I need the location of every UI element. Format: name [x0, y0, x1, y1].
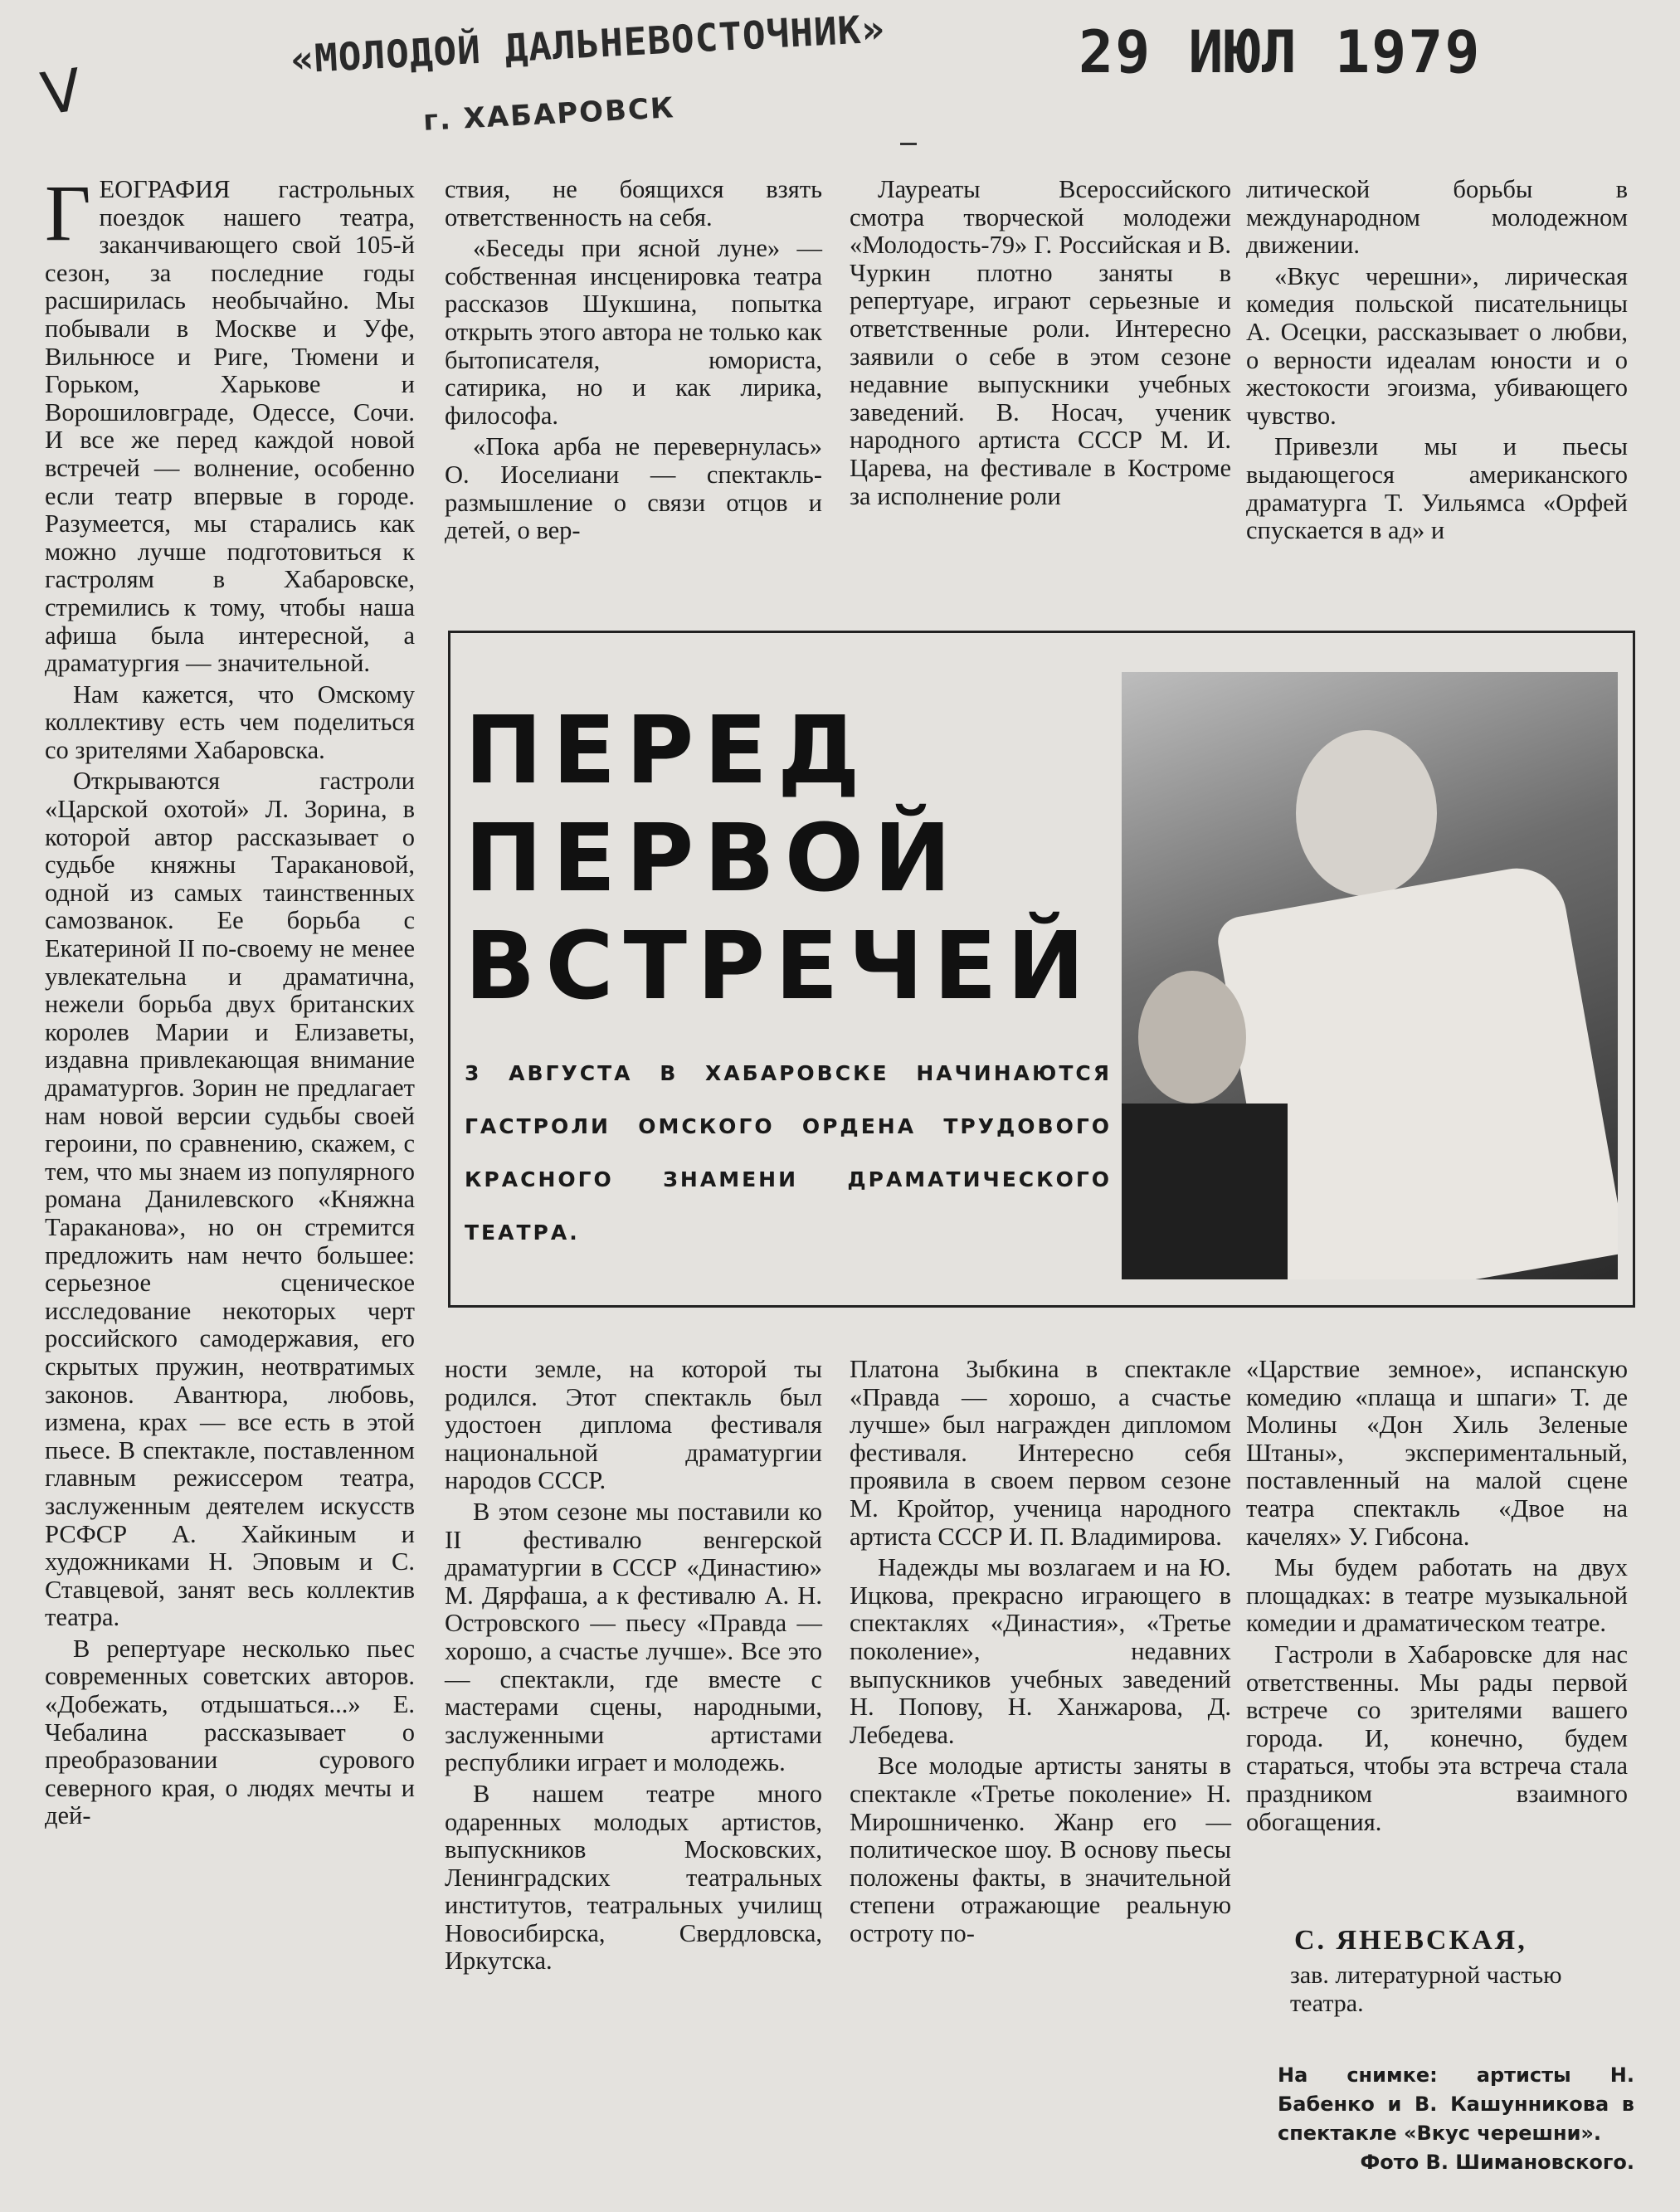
article-paragraph: Лауреаты Всероссийского смотра творческой молодежи «Молодость-79» Г. Российская и В. Чуркин плотно заняты в репертуаре, играют серьезные и ответственные роли. Интересно заявили о себе в этом сезоне недавние выпускники учебных заведений. В. Носач, ученик народного артиста СССР М. И. Царева, на фестивале в Костроме за исполнение роли [850, 175, 1231, 510]
drop-cap: Г [45, 168, 91, 257]
article-paragraph: литической борьбы в международном молодежном движении. [1246, 175, 1628, 260]
article-paragraph: «Вкус черешни», лирическая комедия польской писательницы А. Осецки, рассказывает о любви, о верности идеалам юности и о жестокости эгоизма, убивающего чувство. [1246, 261, 1628, 430]
article-paragraph: ствия, не боящихся взять ответственность на себя. [445, 175, 822, 231]
article-paragraph: В нашем театре много одаренных молодых артистов, выпускников Московских, Ленинградских театральных институтов, театральных училищ Новосибирска, Свердловска, Иркутска. [445, 1779, 822, 1976]
article-paragraph: Надежды мы возлагаем и на Ю. Ицкова, прекрасно играющего в спектаклях «Династия», «Третье поколение», недавних выпускников учебных заведений Н. Попову, Н. Ханжарова, Д. Лебедева. [850, 1553, 1231, 1749]
article-paragraph: В репертуаре несколько пьес современных советских авторов. «Добежать, отдышаться...» Е. Чебалина рассказывает о преобразовании сурового северного края, о людях мечты и дей- [45, 1634, 415, 1830]
article-column-2-top [445, 176, 822, 545]
article-paragraph: Открываются гастроли «Царской охотой» Л. Зорина, в которой автор рассказывает о судьбе княжны Таракановой, одной из самых таинственных самозванок. Ее борьба с Екатериной II по-своему не менее увлекательна и драматична, нежели борьба двух британских королев Марии и Елизаветы, издавна привлекающая внимание драматургов. Зорин не предлагает нам новой версии судьбы своей героини, по сравнению, скажем, с тем, что мы знаем из популярного романа Данилевского «Княжна Тараканова», но он стремится предложить нам нечто большее: серьезное сценическое исследование некоторых черт российского самодержавия, его скрытых пружин, неотвратимых законов. Авантюра, любовь, измена, крах — все есть в этой пьесе. В спектакле, поставленном главным режиссером театра, заслуженным деятелем искусств РСФСР А. Хайкиным и художниками Н. Эповым и С. Ставцевой, занят весь коллектив театра. [45, 767, 415, 1632]
headline-line: ПЕРЕД [465, 697, 870, 805]
author-position: зав. литературной частью театра. [1290, 1961, 1562, 2017]
article-column-3-bottom [850, 1356, 1231, 1947]
article-paragraph: Платона Зыбкина в спектакле «Правда — хорошо, а счастье лучше» был награжден дипломом фестиваля. Интересно себя проявила в своем первом сезоне М. Кройтор, ученица народного артиста СССР И. П. Владимирова. [850, 1355, 1231, 1551]
handwritten-check-mark: V [37, 56, 86, 129]
lede: 3 АВГУСТА В ХАБАРОВСКЕ НАЧИНАЮТСЯ ГАСТРОЛИ ОМСКОГО ОРДЕНА ТРУДОВОГО КРАСНОГО ЗНАМЕНИ ДРАМАТИЧЕСКОГО ТЕАТРА. [465, 1061, 1112, 1245]
author-signature: С. ЯНЕВСКАЯ, [1294, 1925, 1527, 1956]
actress-figure [1296, 730, 1437, 896]
article-column-3-top [850, 176, 1231, 510]
article-column-4-bottom [1246, 1356, 1628, 1836]
photo-caption [1278, 2061, 1634, 2177]
headline-line: ВСТРЕЧЕЙ [465, 913, 1095, 1021]
article-column-2-bottom [445, 1356, 822, 1976]
article-paragraph: Нам кажется, что Омскому коллективу есть чем поделиться со зрителями Хабаровска. [45, 680, 415, 764]
article-paragraph: «Пока арба не перевернулась» О. Иоселиани — спектакль-размышление о связи отцов и детей, о вер- [445, 432, 822, 545]
shadow-area [1122, 1104, 1288, 1279]
caption-text: На снимке: артисты Н. Бабенко и В. Кашунникова в спектакле «Вкус черешни». [1278, 2063, 1634, 2145]
photo-credit: Фото В. Шимановского. [1360, 2151, 1634, 2174]
date-stamp: 29 ИЮЛ 1979 [1079, 18, 1482, 86]
actor-figure [1138, 971, 1246, 1104]
stage-photo [1122, 672, 1618, 1279]
article-column-1 [45, 168, 415, 1830]
divider [900, 143, 917, 145]
city-stamp: г. ХАБАРОВСК [422, 91, 676, 138]
article-paragraph: «Беседы при ясной луне» — собственная инсценировка театра рассказов Шукшина, попытка открыть этого автора не только как бытописателя, юмориста, сатирика, но и как лирика, философа. [445, 234, 822, 430]
article-paragraph: Мы будем работать на двух площадках: в театре музыкальной комедии и драматическом театре. [1246, 1553, 1628, 1638]
article-paragraph: ности земле, на которой ты родился. Этот спектакль был удостоен диплома фестиваля национальной драматургии народов СССР. [445, 1355, 822, 1495]
masthead-stamp: «МОЛОДОЙ ДАЛЬНЕВОСТОЧНИК» [290, 6, 887, 82]
article-paragraph: Все молодые артисты заняты в спектакле «Третье поколение» Н. Мирошниченко. Жанр его — политическое шоу. В основу пьесы положены факты, в значительной степени отражающие реальную остроту по- [850, 1752, 1231, 1947]
article-paragraph: «Царствие земное», испанскую комедию «плаща и шпаги» Т. де Молины «Дон Хиль Зеленые Штаны», экспериментальный, поставленный на малой сцене театра спектакль «Двое на качелях» У. Гибсона. [1246, 1355, 1628, 1551]
article-column-4-top [1246, 176, 1628, 545]
article-paragraph: Гастроли в Хабаровске для нас ответственны. Мы рады первой встрече со зрителями вашего города. И, конечно, будем стараться, чтобы эта встреча стала праздником взаимного обогащения. [1246, 1640, 1628, 1836]
headline [465, 697, 1094, 1021]
article-paragraph: Привезли мы и пьесы выдающегося американского драматурга Т. Уильямса «Орфей спускается в ад» и [1246, 432, 1628, 545]
article-paragraph: В этом сезоне мы поставили ко II фестивалю венгерской драматургии в СССР «Династию» М. Дярфаша, а к фестивалю А. Н. Островского — пьесу «Правда — хорошо, а счастье лучше». Все это — спектакли, где вместе с мастерами сцены, народными, заслуженными артистами республики играет и молодежь. [445, 1497, 822, 1777]
headline-line: ПЕРВОЙ [465, 805, 962, 913]
article-paragraph: ГЕОГРАФИЯ гастрольных поездок нашего театра, заканчивающего свой 105-й сезон, за последние годы расширилась необычайно. Мы побывали в Москве и Уфе, Вильнюсе и Риге, Тюмени и Горьком, Харькове и Ворошиловграде, Одессе, Сочи. И все же перед каждой новой встречей — волнение, особенно если театр впервые в городе. Разумеется, мы старались как можно лучше подготовиться к гастролям в Хабаровске, стремились к тому, чтобы наша афиша была интересной, а драматургия — значительной. [45, 168, 415, 678]
